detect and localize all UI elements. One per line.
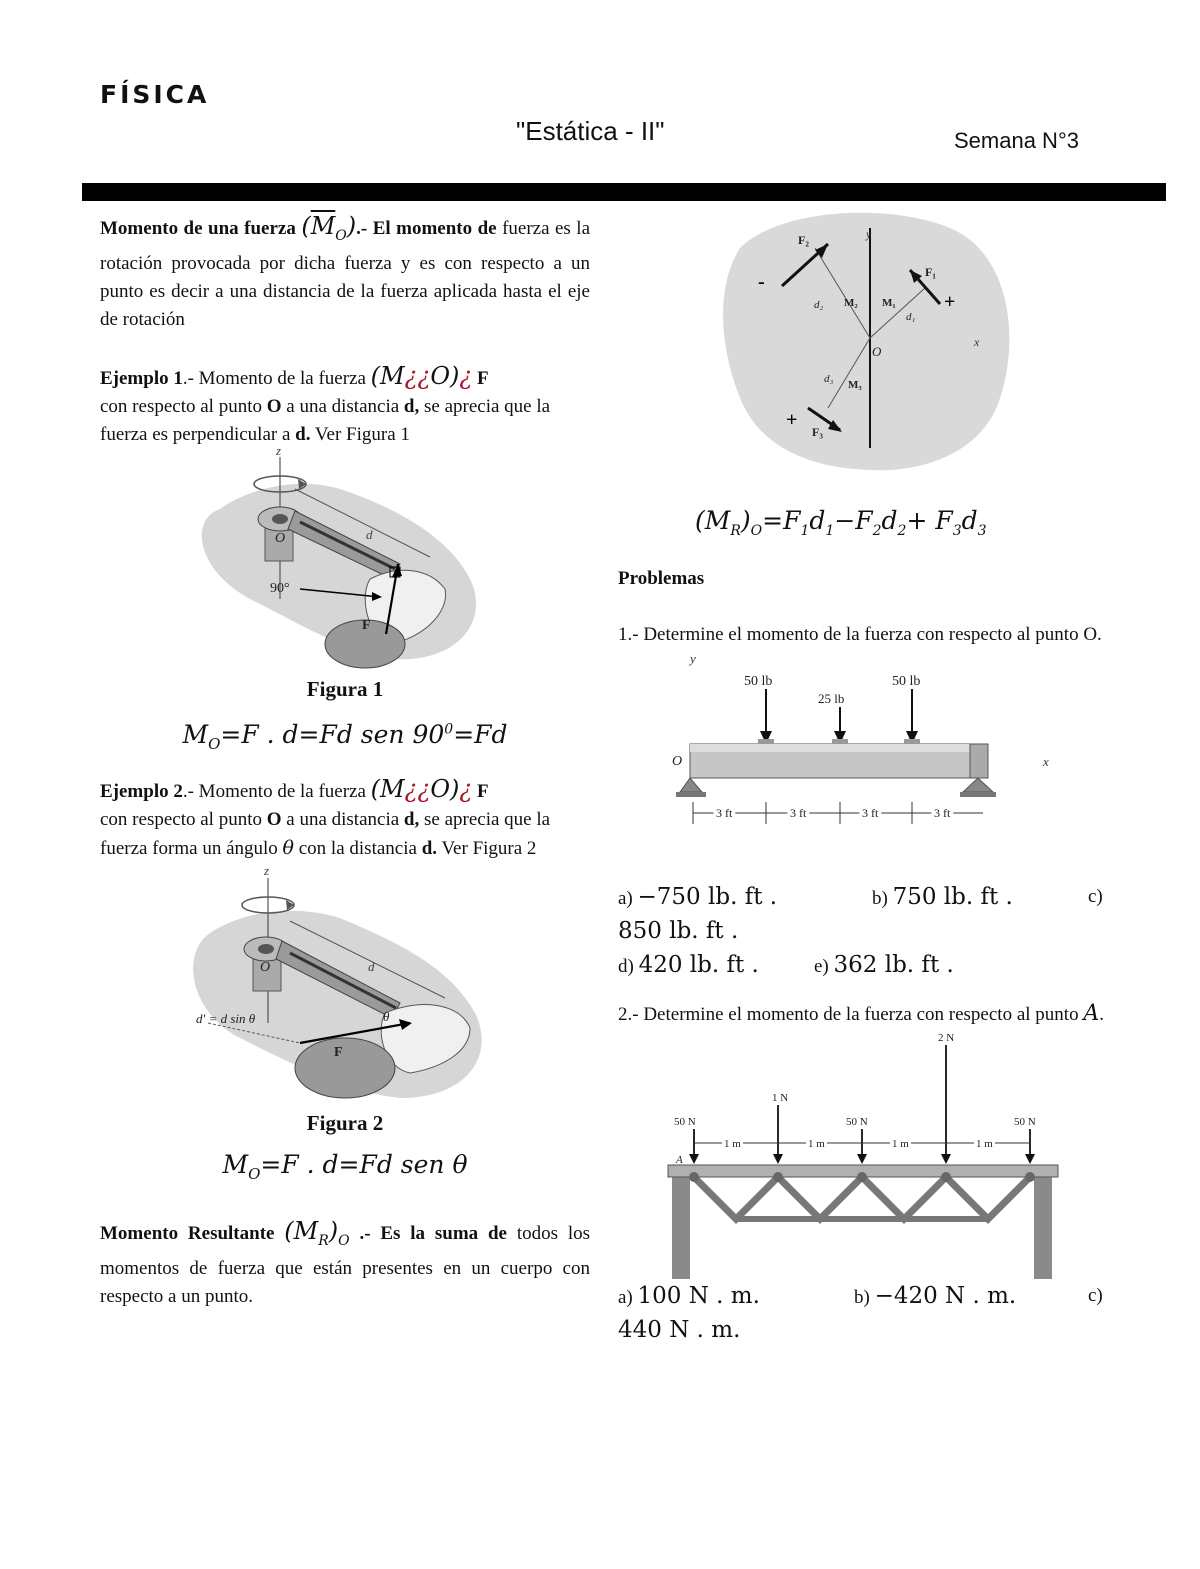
ejemplo1-formula: (M¿¿O)¿ [370,361,473,390]
beam-y-label: y [690,651,696,666]
answer-1b[interactable]: b) 750 lb. ft . [872,884,1013,910]
fig1-O-label: O [275,530,286,546]
truss-force-2-label: 1 N [772,1092,789,1104]
figure-1-wrench [100,449,590,679]
equation-3: $(M_R)_O=F_1d_1-F_2d_2+ F_3d_3$ [695,506,987,539]
ejemplo2-text: .- Momento de la fuerza [182,780,366,802]
ejemplo2-formula: (M¿¿O)¿ [370,774,473,803]
figure-2-caption: Figura 2 [306,1110,384,1135]
beam-span-2: 3 ft [790,806,807,820]
fig3-d1-label: d₁ [906,311,916,323]
answer-1c-label[interactable]: c) [1088,886,1103,907]
fig3-M3-label: M₃ [848,379,862,391]
ej2-O: O [266,808,282,830]
beam-span-4: 3 ft [934,806,951,820]
ej1-text-a: con respecto al punto [100,395,262,417]
ej2-d: d, [403,808,420,830]
fig3-O-label: O [872,344,882,359]
fig1-d-label: d [366,526,373,542]
figure-3-moments [720,208,1020,478]
fig3-F1-label: F₁ [925,265,936,279]
fig3-plus-1: + [944,291,956,313]
momento-body: fuerza es la rotación provocada por dicha fuerza y es con respecto a un punto es decir a una distancia de la fuerza aplicada hasta el eje de rotación [100,218,591,330]
resultante-heading: Momento Resultante [100,1222,275,1244]
beam-force-3-label: 50 lb [892,674,921,689]
ej2-text-d: con la distancia [298,837,417,859]
problem-1-text: 1.- Determine el momento de la fuerza con respecto al punto O. [618,624,1102,645]
fig3-M2-label: M₂ [844,297,858,309]
truss-force-3-label: 50 N [846,1116,868,1128]
beam-force-1-label: 50 lb [744,674,773,689]
ejemplo2-label: Ejemplo 2 [100,780,183,802]
truss-force-4-label: 2 N [938,1032,955,1044]
answer-1c[interactable]: 850 lb. ft . [618,918,739,944]
problem-2-truss [618,1029,1108,1279]
ej1-d2: d. [295,423,311,445]
problem-1-beam [618,649,1108,874]
ej1-text-c: se aprecia que la fuerza es perpendicular a [100,395,551,445]
beam-force-2-label: 25 lb [818,691,845,706]
equation-1: $M_O=F$ . d=Fd sen $90^0=Fd$ [182,719,508,753]
answer-2b[interactable]: b) −420 N . m. [854,1283,1017,1309]
resultante-paragraph [100,1217,590,1311]
ej1-d: d, [403,395,420,417]
momento-heading: Momento de una fuerza [100,218,296,239]
momento-paragraph [100,212,590,334]
figure-1-caption: Figura 1 [306,676,384,701]
subject-title: FÍSICA [100,80,210,109]
ej2-text-b: a una distancia [286,808,400,830]
fig3-y-label: y [866,227,872,241]
truss-span-1: 1 m [724,1138,741,1150]
problemas-heading: Problemas [618,568,705,589]
fig3-d3-label: d₃ [824,373,834,385]
ej1-text-d: Ver Figura 1 [314,423,410,445]
beam-O-label: O [672,754,683,769]
answer-2a[interactable]: a) 100 N . m. [618,1283,760,1309]
page-title: "Estática - II" [516,116,665,146]
fig1-90-label: 90° [270,580,290,596]
fig2-dprime-label: d′ = d sin θ [196,1010,256,1026]
truss-force-1-label: 50 N [674,1116,696,1128]
problem-2-answers [618,1279,1108,1347]
fig1-z-label: z [276,448,282,458]
figure-2-wrench [100,863,590,1113]
week-label: Semana N°3 [954,128,1079,153]
ej2-text-e: Ver Figura 2 [441,837,537,859]
problem-2-text: 2.- Determine el momento de la fuerza con respecto al punto A. [618,1001,1104,1026]
truss-force-5-label: 50 N [1014,1116,1036,1128]
fig2-O-label: O [260,959,271,975]
ej2-theta: θ [282,836,294,859]
answer-1a[interactable]: a) −750 lb. ft . [618,884,778,910]
fig1-F-label: F [362,617,371,633]
fig3-x-label: x [974,335,980,349]
truss-span-2: 1 m [808,1138,825,1150]
right-column [618,565,1108,1347]
answer-1e[interactable]: e) 362 lb. ft . [814,952,954,978]
momento-intro: .- El momento de [356,218,497,239]
fig3-plus-2: + [786,409,798,431]
fig3-F2-label: F₂ [798,233,809,247]
ejemplo1-label: Ejemplo 1 [100,367,183,389]
resultante-body: todos los momentos de fuerza que están presentes en un cuerpo con respecto a un punto. [100,1222,590,1307]
fig2-d-label: d [368,958,375,974]
fig2-theta-label: θ [383,1008,390,1024]
truss-span-4: 1 m [976,1138,993,1150]
beam-span-1: 3 ft [716,806,733,820]
beam-x-label: x [1043,754,1049,769]
fig3-M1-label: M₁ [882,297,896,309]
header-divider [82,183,1166,201]
fig3-F3-label: F₃ [812,425,823,439]
force-F-2: F [477,780,489,802]
ej2-text-a: con respecto al punto [100,808,262,830]
fig2-F-label: F [334,1044,343,1060]
ej1-text-b: a una distancia [286,395,400,417]
fig3-d2-label: d₂ [814,299,824,311]
ejemplo1-text: .- Momento de la fuerza [182,367,366,389]
truss-A-label: A [676,1154,683,1166]
resultante-intro: .- Es la suma de [359,1222,507,1244]
fig3-minus: - [758,271,765,293]
answer-2c[interactable]: 440 N . m. [618,1317,741,1343]
force-F: F [477,367,489,389]
ej2-d2: d. [421,837,438,859]
problem-1-answers [618,880,1108,982]
ej2-text-c: se aprecia que la fuerza forma un ángulo [100,808,551,859]
fig2-z-label: z [264,862,270,878]
truss-span-3: 1 m [892,1138,909,1150]
ejemplo2-paragraph [100,775,590,863]
momento-symbol: $(\overline{M}_O)$ [301,212,357,244]
ej1-O: O [266,395,282,417]
answer-2c-label[interactable]: c) [1088,1285,1103,1306]
answer-1d[interactable]: d) 420 lb. ft . [618,952,759,978]
resultante-symbol: $(M_R)_O$ [284,1216,350,1249]
left-column [100,212,590,1311]
beam-span-3: 3 ft [862,806,879,820]
equation-2: $M_O=F$ . d=Fd sen θ [222,1149,468,1183]
ejemplo1-paragraph [100,362,590,449]
